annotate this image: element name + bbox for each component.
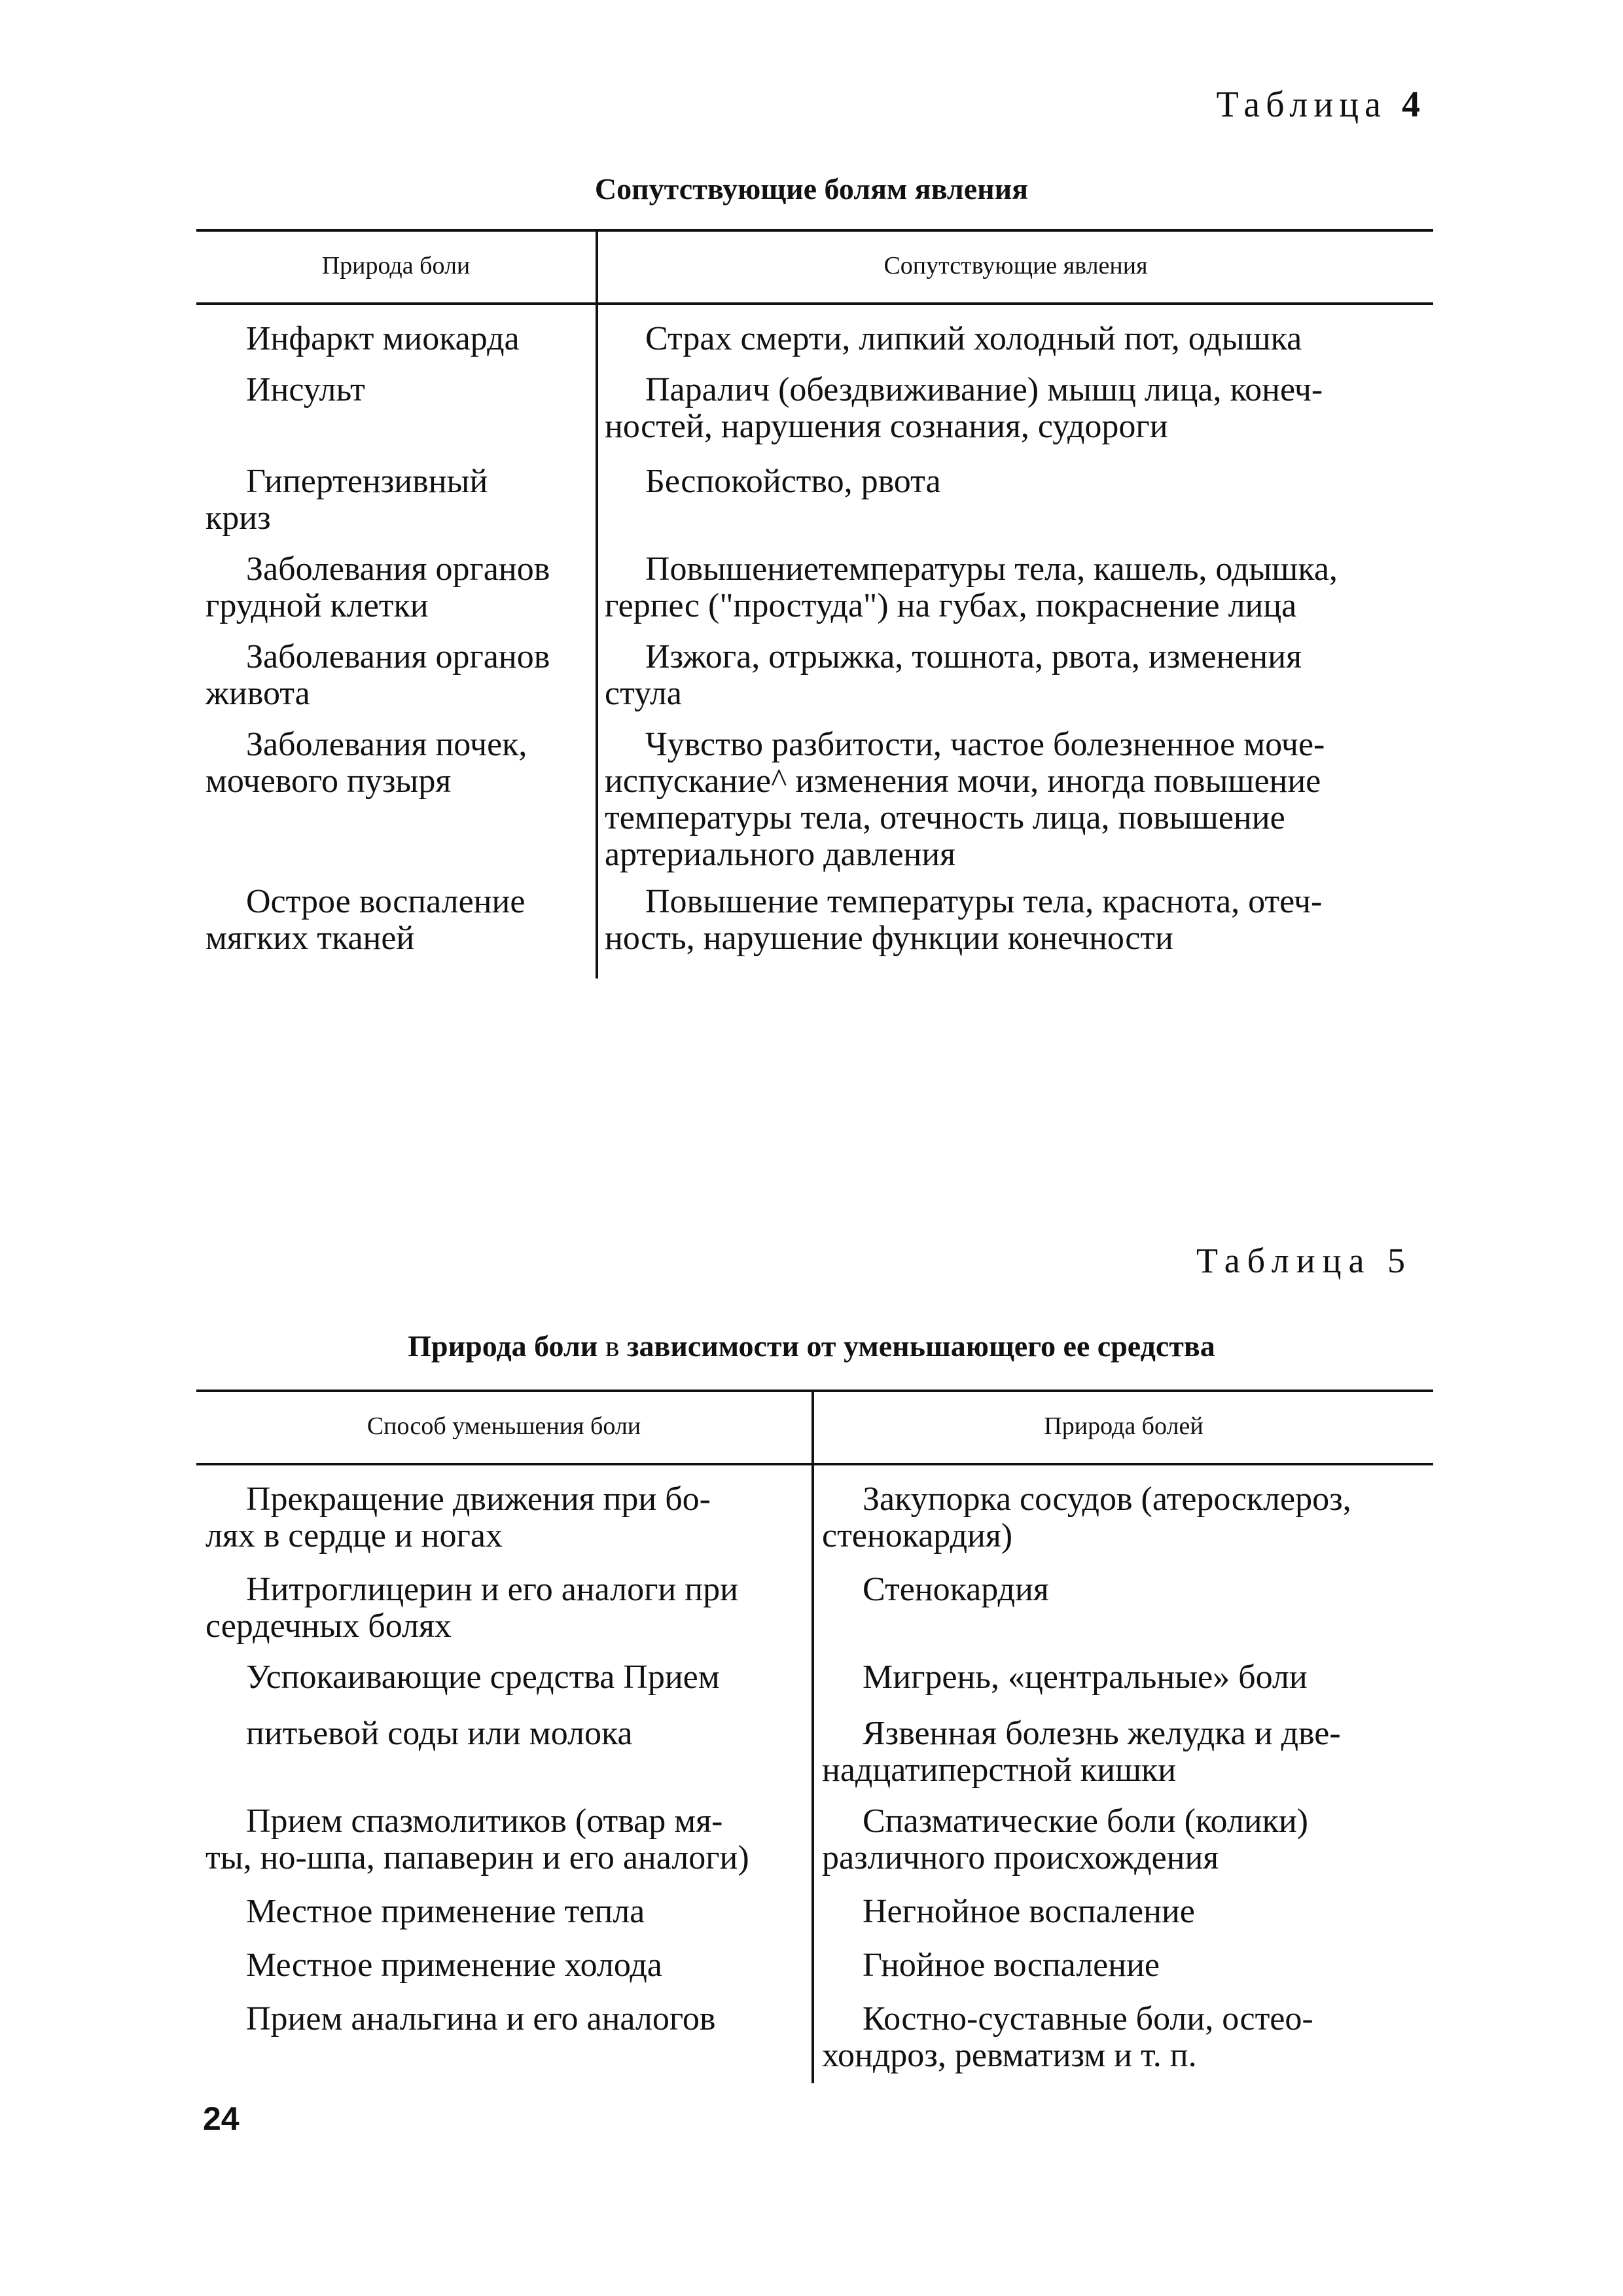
table5-column-divider	[812, 1390, 814, 2083]
table5-header-nature: Природа болей	[1044, 1412, 1204, 1440]
table4-cell-line: Паралич (обездвиживание) мышц лица, конеч-	[645, 371, 1323, 408]
table4-cell-line: Повышение температуры тела, краснота, отеч-	[645, 883, 1323, 920]
table4-cell-line: Изжога, отрыжка, тошнота, рвота, изменения	[645, 638, 1302, 675]
table4-cell-line: ностей, нарушения сознания, судороги	[605, 408, 1168, 445]
table4-cell-cause	[205, 463, 592, 537]
table4-cell-line: герпес ("простуда") на губах, покраснение лица	[605, 587, 1297, 624]
table5-cell-line: Гнойное воспаление	[863, 1946, 1160, 1984]
table4-header-cause: Природа боли	[321, 252, 471, 279]
table5-label-word: Таблица	[1196, 1241, 1372, 1280]
table4-header-rule	[196, 302, 1433, 305]
table4-cell-line: Страх смерти, липкий холодный пот, одышка	[645, 320, 1302, 357]
table4-cell-line: ность, нарушение функции конечности	[605, 920, 1173, 957]
table4-cell-cause	[205, 884, 592, 957]
table4-label-word: Таблица	[1216, 84, 1387, 125]
table4-cell-line: Инфаркт миокарда	[246, 320, 520, 357]
table4-cell-line: Заболевания органов	[246, 550, 550, 588]
table4-cell-line: мягких тканей	[205, 920, 415, 957]
table5-caption	[0, 1329, 1623, 1363]
page-number: 24	[203, 2100, 240, 2137]
table5-cell-line: Закупорка сосудов (атеросклероз,	[863, 1480, 1351, 1518]
table4-caption: Сопутствующие болям явления	[594, 172, 1029, 206]
table5-cell-nature	[822, 1947, 1423, 1984]
table5-cell-line: Костно-суставные боли, остео-	[863, 2000, 1313, 2037]
table5-cell-line: Негнойное воспаление	[863, 1893, 1195, 1930]
table5-cell-nature	[822, 1803, 1423, 1876]
table4-cell-cause	[205, 639, 592, 712]
table5-cell-nature	[822, 2001, 1423, 2074]
table5-cell-line: стенокардия)	[822, 1517, 1013, 1554]
table4-cell-cause	[205, 726, 592, 800]
table5-cell-nature	[822, 1659, 1423, 1696]
table4-cell-line: Повышениетемпературы тела, кашель, одышка,	[645, 550, 1338, 588]
table4-cell-line: Беспокойство, рвота	[645, 463, 941, 500]
table5-caption-part1: Природа боли	[408, 1329, 598, 1363]
table5-cell-method	[205, 1659, 808, 1696]
table4-cell-cause	[205, 551, 592, 624]
table4-cell-line: криз	[205, 499, 271, 537]
table4-cell-line: мочевого пузыря	[205, 762, 452, 800]
table4-cell-symptoms	[605, 639, 1427, 712]
table5-cell-method	[205, 1481, 808, 1554]
table4-cell-line: испускание^ изменения мочи, иногда повышение	[605, 762, 1321, 800]
table5-header-rule	[196, 1463, 1433, 1465]
table5-cell-line: Нитроглицерин и его аналоги при	[246, 1571, 738, 1608]
table4-cell-line: Инсульт	[246, 371, 365, 408]
table5-cell-nature	[822, 1481, 1423, 1554]
table4	[196, 229, 1433, 978]
table4-cell-line: Острое воспаление	[246, 883, 526, 920]
table5-cell-line: Прекращение движения при бо-	[246, 1480, 711, 1518]
table5-cell-line: Прием анальгина и его аналогов	[246, 2000, 716, 2037]
table5-cell-line: Язвенная болезнь желудка и две-	[863, 1715, 1341, 1752]
table4-column-divider	[596, 229, 598, 978]
table5-cell-line: надцатиперстной кишки	[822, 1751, 1177, 1789]
table5-cell-line: Местное применение холода	[246, 1946, 662, 1984]
table4-label	[1216, 84, 1420, 126]
table5	[196, 1390, 1433, 2083]
table4-cell-symptoms	[605, 463, 1427, 500]
table5-caption-part2: в	[605, 1329, 620, 1363]
table4-cell-line: грудной клетки	[205, 587, 429, 624]
table5-cell-method	[205, 1715, 808, 1752]
table5-cell-nature	[822, 1893, 1423, 1930]
table4-cell-line: Гипертензивный	[246, 463, 488, 500]
table5-cell-line: лях в сердце и ногах	[205, 1517, 503, 1554]
table4-header-symptoms: Сопутствующие явления	[883, 252, 1148, 279]
table5-cell-line: Стенокардия	[863, 1571, 1049, 1608]
table5-cell-line: Спазматические боли (колики)	[863, 1803, 1309, 1840]
table5-cell-line: питьевой соды или молока	[246, 1715, 633, 1752]
table5-cell-line: Прием спазмолитиков (отвар мя-	[246, 1803, 723, 1840]
table4-cell-line: Чувство разбитости, частое болезненное моче-	[645, 726, 1325, 763]
table5-label-number: 5	[1387, 1241, 1412, 1280]
table4-cell-line: Заболевания почек,	[246, 726, 527, 763]
table4-cell-cause	[205, 321, 592, 357]
table4-label-number: 4	[1402, 84, 1420, 125]
table5-cell-method	[205, 1893, 808, 1930]
table5-cell-line: Успокаивающие средства Прием	[246, 1659, 720, 1696]
table4-cell-symptoms	[605, 884, 1427, 957]
table5-cell-method	[205, 1571, 808, 1645]
table5-cell-line: Местное применение тепла	[246, 1893, 645, 1930]
table4-cell-symptoms	[605, 321, 1427, 357]
table5-cell-line: хондроз, ревматизм и т. п.	[822, 2037, 1197, 2074]
table4-cell-line: Заболевания органов	[246, 638, 550, 675]
table4-cell-symptoms	[605, 551, 1427, 624]
table5-cell-nature	[822, 1715, 1423, 1789]
table4-cell-line: живота	[205, 675, 310, 712]
table4-cell-symptoms	[605, 726, 1427, 873]
table5-cell-line: Мигрень, «центральные» боли	[863, 1659, 1308, 1696]
table4-cell-line: температуры тела, отечность лица, повышение	[605, 799, 1285, 836]
table4-cell-symptoms	[605, 372, 1427, 445]
table5-label	[1196, 1240, 1412, 1281]
table5-caption-part3: зависимости от уменьшающего ее средства	[627, 1329, 1215, 1363]
table5-cell-nature	[822, 1571, 1423, 1608]
table5-header-method: Способ уменьшения боли	[366, 1412, 641, 1440]
table4-cell-line: артериального давления	[605, 836, 956, 873]
table5-cell-method	[205, 2001, 808, 2037]
table5-cell-method	[205, 1803, 808, 1876]
table5-cell-line: различного происхождения	[822, 1839, 1219, 1876]
table5-cell-line: ты, но-шпа, папаверин и его аналоги)	[205, 1839, 749, 1876]
table4-cell-cause	[205, 372, 592, 408]
table5-cell-method	[205, 1947, 808, 1984]
table4-cell-line: стула	[605, 675, 682, 712]
table5-cell-line: сердечных болях	[205, 1607, 452, 1645]
